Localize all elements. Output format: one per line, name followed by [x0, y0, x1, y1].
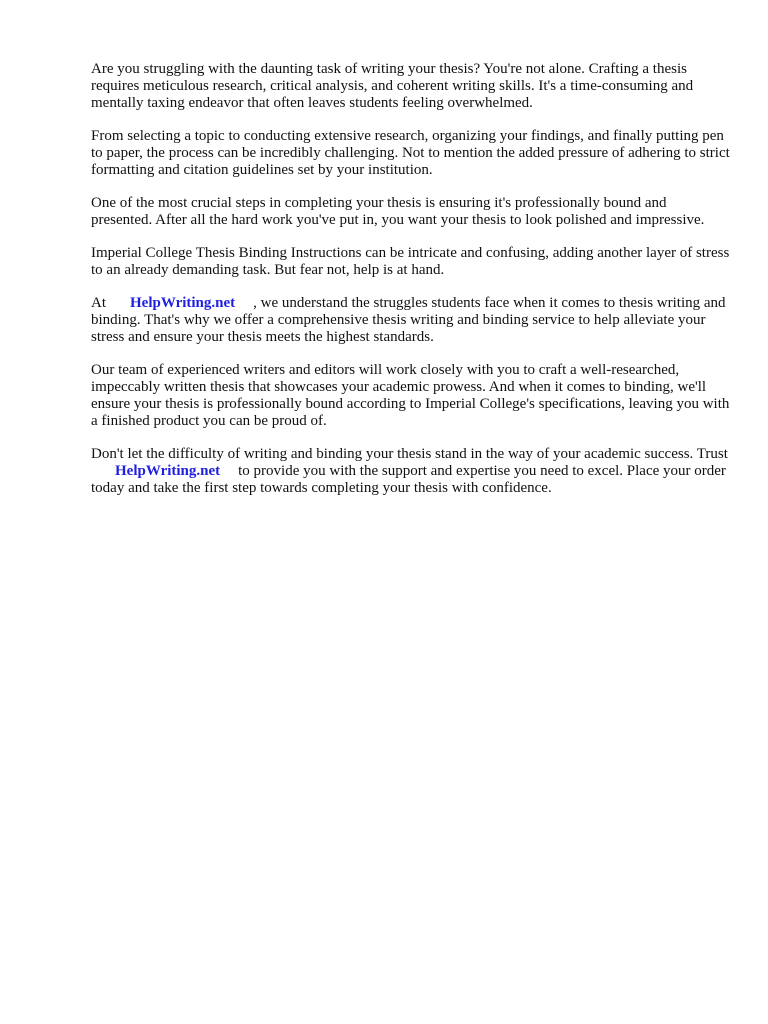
- paragraph-binding-importance: One of the most crucial steps in completing your thesis is ensuring it's professionally bound and presented. After all the hard work you've put in, you want your thesis to look polished and impressive.: [91, 195, 705, 228]
- service-body-text: , we understand the struggles students face when it comes to thesis writing and binding. That's why we offer a comprehensive thesis writing and binding service to help alleviate your stress and ensure your thesis meets the highest standards.: [91, 295, 726, 345]
- paragraph-team: Our team of experienced writers and editors will work closely with you to craft a well-researched, impeccably written thesis that showcases your academic prowess. And when it comes to binding, we'll ensure your thesis is professionally bound according to Imperial College's specifications, leaving you with a finished product you can be proud of.: [91, 362, 730, 429]
- paragraph-intro: Are you struggling with the daunting task of writing your thesis? You're not alone. Crafting a thesis requires meticulous research, critical analysis, and coherent writing skills. It's a time-consuming and mentally taxing endeavor that often leaves students feeling overwhelmed.: [91, 61, 694, 111]
- cta-lead-text: Don't let the difficulty of writing and binding your thesis stand in the way of your academic success. Trust: [91, 446, 728, 462]
- document-body: [91, 61, 731, 513]
- paragraph-service: [91, 295, 731, 346]
- cta-body-text: to provide you with the support and expertise you need to excel. Place your order today and take the first step towards completing your thesis with confidence.: [91, 463, 726, 496]
- paragraph-call-to-action: [91, 446, 731, 497]
- helpwriting-link[interactable]: HelpWriting.net: [130, 295, 236, 311]
- paragraph-process: From selecting a topic to conducting extensive research, organizing your findings, and finally putting pen to paper, the process can be incredibly challenging. Not to mention the added pressure of adhering to strict formatting and citation guidelines set by your institution.: [91, 128, 730, 178]
- service-lead-text: At: [91, 295, 106, 311]
- paragraph-instructions: Imperial College Thesis Binding Instructions can be intricate and confusing, adding another layer of stress to an already demanding task. But fear not, help is at hand.: [91, 245, 730, 278]
- helpwriting-link-cta[interactable]: HelpWriting.net: [115, 463, 221, 479]
